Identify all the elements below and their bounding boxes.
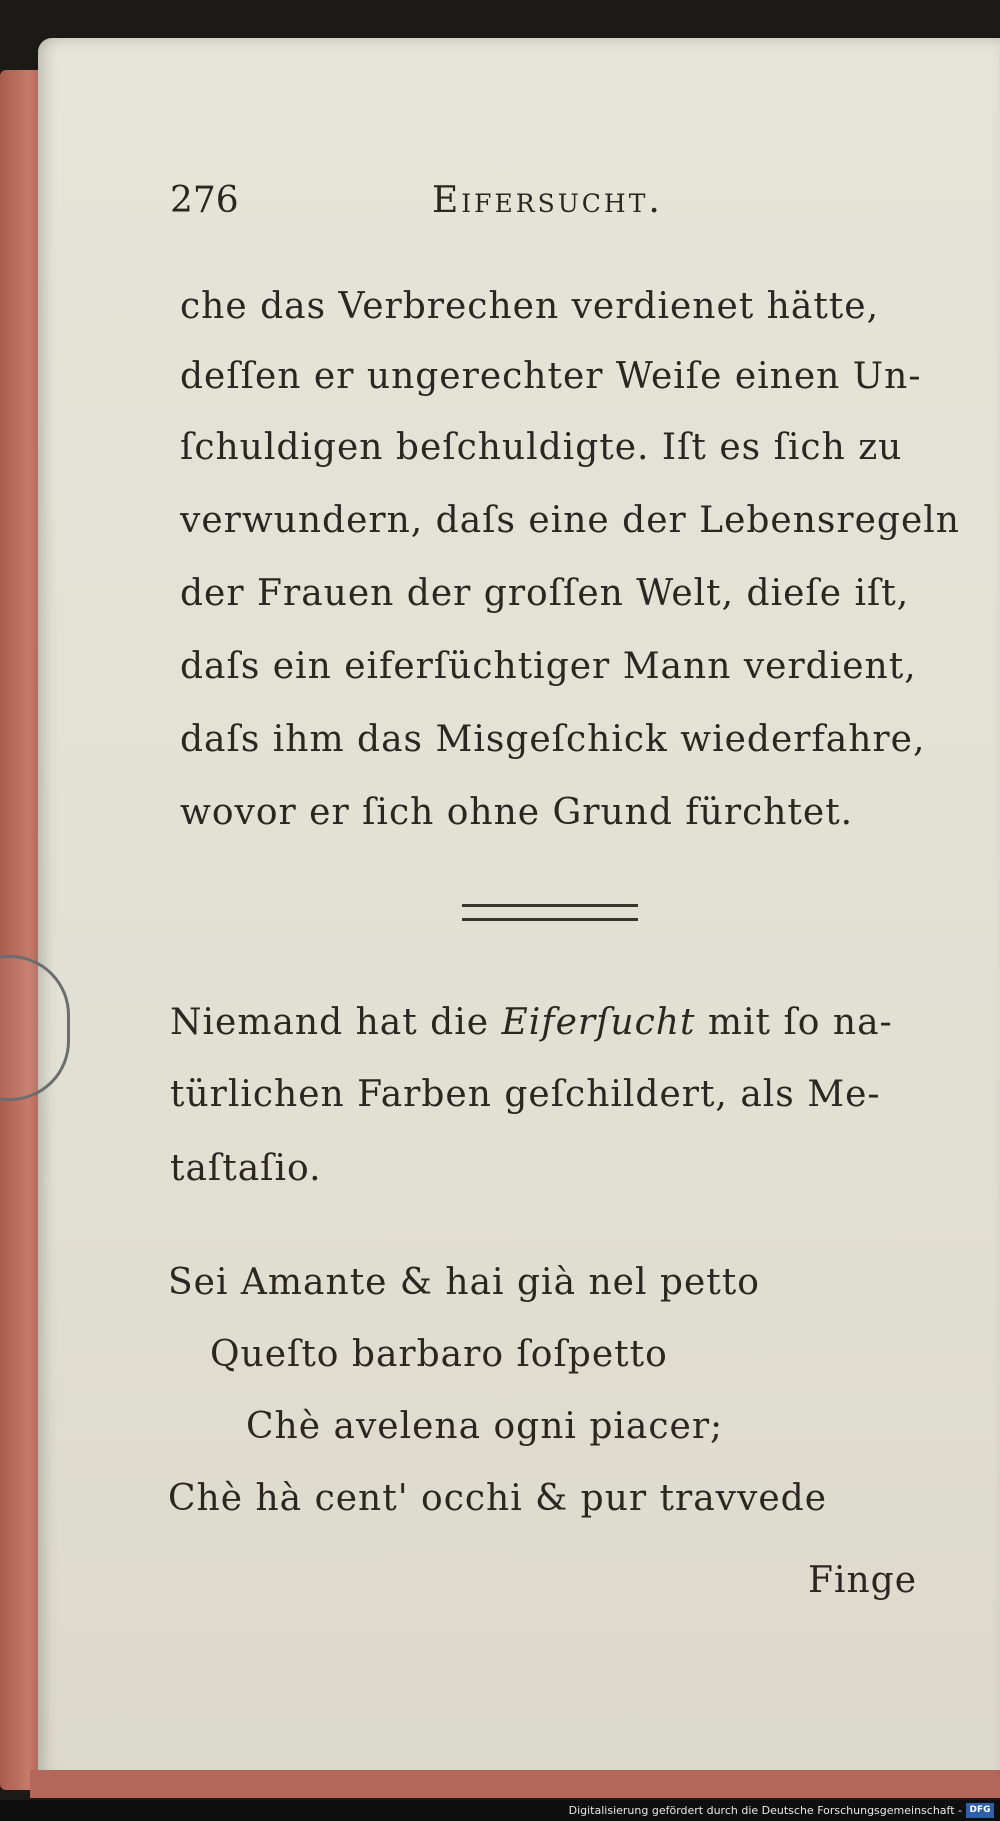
section-divider <box>462 904 638 907</box>
italic-term: Eiferſucht <box>501 1002 696 1043</box>
text-segment: Niemand hat die <box>170 1002 502 1043</box>
text-line: ſchuldigen beſchuldigte. Iſt es ſich zu <box>180 427 903 468</box>
verse-line: Chè hà cent' occhi & pur travvede <box>168 1478 828 1519</box>
page-bottom-edge <box>30 1770 1000 1798</box>
dfg-logo: DFG <box>966 1803 994 1818</box>
catchword: Finge <box>808 1560 918 1601</box>
footer-bar <box>0 1800 1000 1821</box>
text-line: daſs ein eiferſüchtiger Mann verdient, <box>180 646 917 687</box>
text-line: daſs ihm das Misgeſchick wiederfahre, <box>180 719 926 760</box>
text-line: che das Verbrechen verdienet hätte, <box>180 286 880 327</box>
text-line: türlichen Farben geſchildert, als Me- <box>170 1074 881 1115</box>
page-number: 276 <box>170 180 239 221</box>
section-divider <box>462 918 638 921</box>
text-line: wovor er ſich ohne Grund fürchtet. <box>180 792 854 833</box>
text-line: der Frauen der groſſen Welt, dieſe iſt, <box>180 573 910 614</box>
footer-credit: Digitalisierung gefördert durch die Deutsche Forschungsgemeinschaft - <box>568 1804 962 1817</box>
verse-line: Chè avelena ogni piacer; <box>246 1406 724 1447</box>
page-header <box>170 180 730 230</box>
text-line <box>170 1002 940 1043</box>
verse-line: Queſto barbaro ſoſpetto <box>210 1334 668 1375</box>
text-line: taſtaſio. <box>170 1148 322 1189</box>
text-segment: mit ſo na- <box>695 1002 893 1043</box>
text-line: deſſen er ungerechter Weiſe einen Un- <box>180 356 922 397</box>
verse-line: Sei Amante & hai già nel petto <box>168 1262 760 1303</box>
text-line: verwundern, daſs eine der Lebensregeln <box>180 500 960 541</box>
running-title: Eifersucht. <box>432 180 663 221</box>
